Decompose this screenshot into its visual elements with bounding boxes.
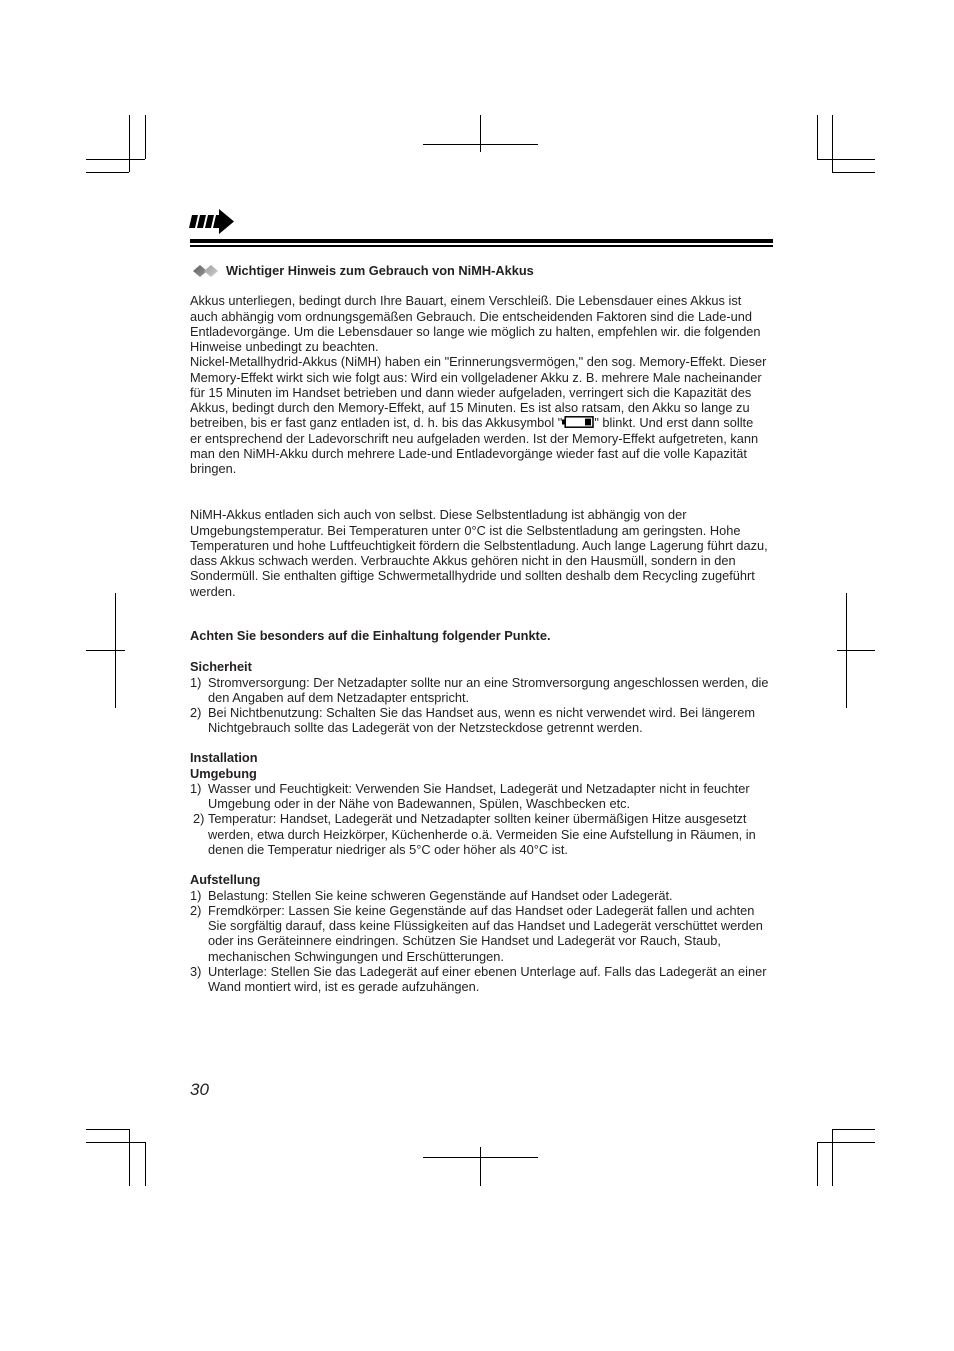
- paragraph-line: Memory-Effekt wirkt sich wie folgt aus: Wird ein vollgeladener Akku z. B. mehrere Male nacheinander: [190, 369, 762, 385]
- list-number: 1): [190, 674, 202, 690]
- list-item-text: [208, 811, 756, 857]
- double-diamond-icon: [192, 264, 220, 278]
- paragraph-self-discharge: [190, 507, 790, 599]
- list-item-line: mechanischen Schwingungen und Erschütterungen.: [208, 948, 504, 964]
- list-item-text: [208, 675, 769, 706]
- paragraph-line: werden.: [190, 583, 236, 599]
- list-item-line: Wasser und Feuchtigkeit: Verwenden Sie Handset, Ladegerät und Netzadapter nicht in feuchter: [208, 780, 750, 796]
- subsection-title: Aufstellung: [190, 872, 261, 888]
- page-number: 30: [190, 1080, 209, 1099]
- list-item: [190, 705, 790, 736]
- paragraph-line: Entladevorgänge. Um die Lebensdauer so lange wie möglich zu halten, empfehlen wir. die folgenden: [190, 323, 761, 339]
- list-item: [190, 781, 790, 812]
- list-number: 2): [190, 902, 202, 918]
- header-rule-thin: [190, 245, 773, 247]
- paragraph-line: Akkus unterliegen, bedingt durch Ihre Bauart, einem Verschleiß. Die Lebensdauer eines Akkus ist: [190, 293, 742, 309]
- list-item-text: [208, 705, 755, 736]
- section-aufstellung: [190, 872, 790, 994]
- paragraph-line: Hinweise unbedingt zu beachten.: [190, 339, 379, 355]
- list-number: 1): [190, 780, 202, 796]
- list-item-line: Wand montiert wird, ist es gerade aufzuhängen.: [208, 979, 480, 995]
- paragraph-line: man den NiMH-Akku durch mehrere Lade-und Entladevorgänge wieder fast auf die volle Kapazität: [190, 445, 747, 461]
- list-item: [190, 964, 790, 995]
- subsection-title: Installation: [190, 750, 258, 766]
- battery-line-before: betreiben, bis er fast ganz entladen ist, d. h. bis das Akkusymbol ": [190, 415, 563, 431]
- paragraph-line-battery: [190, 415, 790, 430]
- paragraph-line: dass Akkus schwach werden. Verbrauchte Akkus gehören nicht in den Hausmüll, sondern in den: [190, 553, 736, 569]
- paragraph-line: Sondermüll. Sie enthalten giftige Schwermetallhydride und sollten deshalb dem Recycling zugeführt: [190, 568, 755, 584]
- list-item-text: [208, 888, 673, 903]
- list-item-text: [208, 903, 763, 964]
- notice-heading: [190, 628, 790, 643]
- list-item-line: werden, etwa durch Heizkörper, Küchenherde o.ä. Vermeiden Sie eine Aufstellung in Räumen, in: [208, 826, 756, 842]
- subsection-subtitle: Umgebung: [190, 765, 257, 781]
- list-item-line: Nichtgebrauch sollte das Ladegerät von der Netzsteckdose getrennt werden.: [208, 720, 643, 736]
- subsection-title: Sicherheit: [190, 659, 252, 675]
- list-item-line: Sie sorgfältig darauf, dass keine Flüssigkeiten auf das Handset und Ladegerät verschüttet werden: [208, 918, 763, 934]
- notice-text: Achten Sie besonders auf die Einhaltung folgender Punkte.: [190, 628, 551, 644]
- list-item-line: Temperatur: Handset, Ladegerät und Netzadapter sollten keiner übermäßigen Hitze ausgesetzt: [208, 811, 747, 827]
- section-heading: Wichtiger Hinweis zum Gebrauch von NiMH-Akkus: [226, 263, 534, 279]
- list-item: [190, 811, 790, 857]
- paragraph-line: er entsprechend der Ladevorschrift neu aufgeladen werden. Ist der Memory-Effekt aufgetreten, kann: [190, 430, 759, 446]
- arrow-icon: [189, 208, 235, 235]
- list-item-line: den Angaben auf dem Netzadapter entspricht.: [208, 689, 470, 705]
- list-number: 1): [190, 887, 202, 903]
- paragraph-memory-effect: [190, 293, 790, 476]
- list-item-line: Bei Nichtbenutzung: Schalten Sie das Handset aus, wenn es nicht verwendet wird. Bei längerem: [208, 705, 756, 721]
- paragraph-line: Akkus, bedingt durch den Memory-Effekt, auf 15 Minuten. Es ist also ratsam, den Akku so lange zu: [190, 400, 750, 416]
- list-item-text: [208, 964, 766, 995]
- list-item-line: Umgebung oder in der Nähe von Badewannen, Spülen, Waschbecken etc.: [208, 796, 631, 812]
- list-item-line: denen die Temperatur niedriger als 5°C oder höher als 40°C ist.: [208, 841, 568, 857]
- list-item: [190, 888, 790, 903]
- battery-low-icon: [562, 416, 594, 428]
- list-number: 2): [190, 705, 202, 721]
- paragraph-line: auch abhängig vom ordnungsgemäßen Gebrauch. Die entscheidenden Faktoren sind die Lade-und: [190, 308, 753, 324]
- paragraph-line: Umgebungstemperatur. Bei Temperaturen unter 0°C ist die Selbstentladung am geringsten. Hohe: [190, 522, 741, 538]
- section-sicherheit: [190, 659, 790, 735]
- list-item-line: Unterlage: Stellen Sie das Ladegerät auf einer ebenen Unterlage auf. Falls das Ladegerät an einer: [208, 963, 767, 979]
- list-item-text: [208, 781, 750, 812]
- list-item-line: Stromversorgung: Der Netzadapter sollte nur an eine Stromversorgung angeschlossen werden, die: [208, 674, 769, 690]
- list-number: 3): [190, 963, 202, 979]
- list-number: 2): [193, 811, 205, 827]
- paragraph-line: Temperaturen und hohe Luftfeuchtigkeit fördern die Selbstentladung. Auch lange Lagerung führt dazu,: [190, 537, 768, 553]
- list-item: [190, 903, 790, 964]
- list-item: [190, 675, 790, 706]
- paragraph-line: Nickel-Metallhydrid-Akkus (NiMH) haben ein "Erinnerungsvermögen," den sog. Memory-Effekt. Dieser: [190, 354, 767, 370]
- list-item-line: Fremdkörper: Lassen Sie keine Gegenstände auf das Handset oder Ladegerät fallen und achten: [208, 902, 755, 918]
- list-item-line: Belastung: Stellen Sie keine schweren Gegenstände auf Handset oder Ladegerät.: [208, 887, 673, 903]
- battery-line-after: " blinkt. Und erst dann sollte: [594, 415, 754, 431]
- header-rule-thick: [190, 239, 773, 243]
- section-installation: [190, 750, 790, 857]
- paragraph-line: bringen.: [190, 461, 237, 477]
- paragraph-line: für 15 Minuten im Handset betrieben und dann wieder aufgeladen, verringert sich die Kapazität des: [190, 384, 752, 400]
- list-item-line: oder ins Geräteinnere eindringen. Schützen Sie Handset und Ladegerät vor Rauch, Staub,: [208, 933, 721, 949]
- paragraph-line: NiMH-Akkus entladen sich auch von selbst. Diese Selbstentladung ist abhängig von der: [190, 507, 687, 523]
